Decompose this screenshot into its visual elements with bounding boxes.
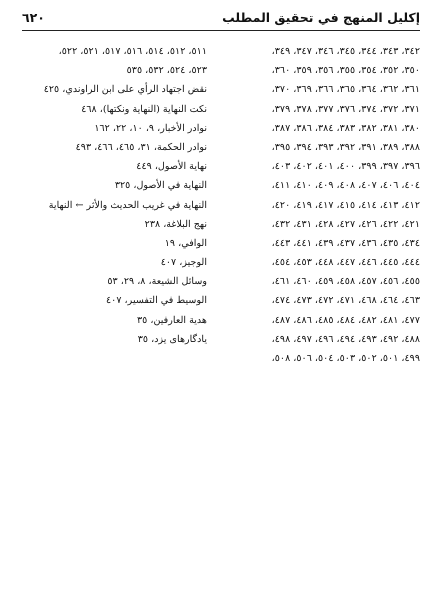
index-line: ٣٥٠، ٣٥٢، ٣٥٤، ٣٥٥، ٣٥٦، ٣٥٩، ٣٦٠، [271,65,420,77]
index-entry: هدية العارفين، ٣٥ [137,314,207,326]
index-line: ٣٤٢، ٣٤٣، ٣٤٤، ٣٤٥، ٣٤٦، ٣٤٧، ٣٤٩، [271,46,420,57]
index-entry: يادگارهای يزد، ٣٥ [137,333,207,345]
index-line: ٤٠٤، ٤٠٦، ٤٠٧، ٤٠٨، ٤٠٩، ٤١٠، ٤١١، [271,180,420,192]
index-entry: وسائل الشيعة، ٨، ٢٩، ٥٣ [107,276,207,288]
index-line: ٥٢٣، ٥٢٤، ٥٣٢، ٥٣٥ [126,65,207,77]
index-line: ٤٦٣، ٤٦٤، ٤٦٨، ٤٧١، ٤٧٢، ٤٧٣، ٤٧٤، [271,295,420,307]
index-line: ٤٣٤، ٤٣٥، ٤٣٦، ٤٣٧، ٤٣٩، ٤٤١، ٤٤٣، [271,237,420,249]
index-line: ٤٩٩، ٥٠١، ٥٠٢، ٥٠٣، ٥٠٤، ٥٠٦، ٥٠٨، [271,353,420,364]
index-entry: نهاية الأصول، ٤٤٩ [136,161,207,173]
page-number: ٦٢٠ [22,10,45,25]
index-entry: الوجيز، ٤٠٧ [160,257,207,269]
index-line: ٤٥٥، ٤٥٦، ٤٥٧، ٤٥٨، ٤٥٩، ٤٦٠، ٤٦١، [271,276,420,288]
index-line: ٣٨٠، ٣٨١، ٣٨٢، ٣٨٣، ٣٨٤، ٣٨٦، ٣٨٧، [271,122,420,134]
index-entry: الوسيط في التفسير، ٤٠٧ [106,295,207,307]
index-entry: نكت النهاية (النهاية ونكتها)، ٤٦٨ [81,103,207,115]
index-entry: الوافي، ١٩ [164,237,207,249]
index-entry: نهج البلاغة، ٢٣٨ [144,218,207,230]
index-line: ٤١٢، ٤١٣، ٤١٤، ٤١٥، ٤١٧، ٤١٩، ٤٢٠، [271,199,420,211]
index-line: ٤٧٧، ٤٨١، ٤٨٢، ٤٨٤، ٤٨٥، ٤٨٦، ٤٨٧، [271,314,420,326]
index-line: ٤٨٨، ٤٩٢، ٤٩٣، ٤٩٤، ٤٩٦، ٤٩٧، ٤٩٨، [271,333,420,345]
index-line: ٣٦١، ٣٦٢، ٣٦٤، ٣٦٥، ٣٦٦، ٣٦٩، ٣٧٠، [271,84,420,96]
index-line: ٤٤٤، ٤٤٥، ٤٤٦، ٤٤٧، ٤٤٨، ٤٥٣، ٤٥٤، [271,257,420,269]
page-header [22,10,420,31]
index-line: ٤٢١، ٤٢٢، ٤٢٦، ٤٢٧، ٤٢٨، ٤٣١، ٤٣٢، [271,218,420,230]
index-entry: النهاية في الأصول، ٣٢٥ [114,180,207,192]
index-entry: نوادر الأخبار، ٩، ١٠، ٢٢، ١٦٢ [94,122,207,134]
index-column-left [7,42,207,349]
index-entry: النهاية في غريب الحديث والأثر ← النهاية [48,199,207,211]
index-entry: نقض اجتهاد الرأي على ابن الراوندي، ٤٢٥ [43,84,207,96]
index-column-right [218,42,420,368]
index-line: ٥١١، ٥١٢، ٥١٤، ٥١٦، ٥١٧، ٥٢١، ٥٢٢، [58,46,207,57]
index-line: ٣٧١، ٣٧٢، ٣٧٤، ٣٧٦، ٣٧٧، ٣٧٨، ٣٧٩، [271,103,420,115]
index-line: ٣٩٦، ٣٩٧، ٣٩٩، ٤٠٠، ٤٠١، ٤٠٢، ٤٠٣، [271,161,420,173]
page-title: إكليل المنهج في تحقيق المطلب [222,10,420,25]
index-line: ٣٨٨، ٣٨٩، ٣٩١، ٣٩٢، ٣٩٣، ٣٩٤، ٣٩٥، [271,141,420,153]
index-entry: نوادر الحكمة، ٣١، ٤٦٥، ٤٦٦، ٤٩٣ [75,141,207,153]
